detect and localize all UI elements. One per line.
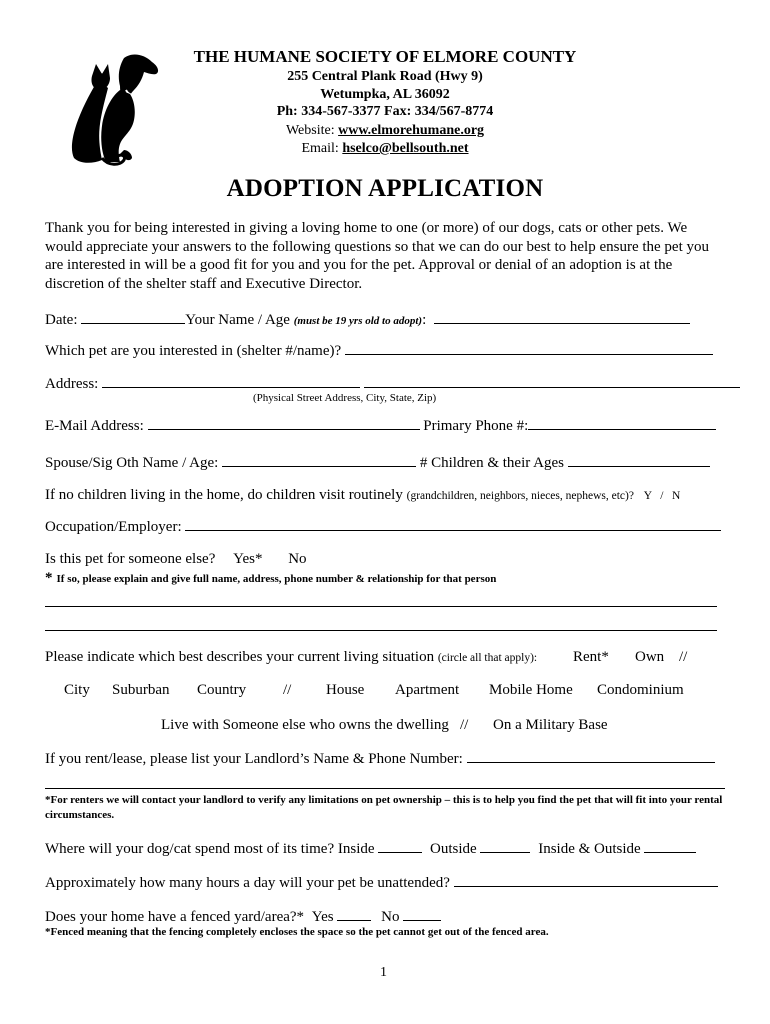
email-label: Email: [301, 141, 339, 156]
children-field[interactable] [568, 454, 710, 467]
option-rent[interactable]: Rent* [573, 649, 609, 665]
option-suburban[interactable]: Suburban [112, 682, 170, 698]
name-age-colon: : [422, 312, 427, 328]
applicant-email-label: E-Mail Address: [45, 418, 144, 434]
fenced-yes-field[interactable] [337, 908, 371, 921]
address-field-1[interactable] [102, 375, 360, 388]
separator: // [460, 717, 469, 733]
living-note: (circle all that apply): [437, 652, 538, 664]
option-military-base[interactable]: On a Military Base [493, 717, 608, 733]
option-live-with-someone[interactable]: Live with Someone else who owns the dwelling [161, 717, 449, 733]
occupation-row [45, 518, 721, 536]
outside-field[interactable] [480, 840, 530, 853]
inside-label: Inside [337, 841, 375, 857]
date-field[interactable] [81, 311, 185, 324]
date-name-row [45, 311, 690, 329]
date-label: Date: [45, 312, 78, 328]
someone-else-row [45, 551, 307, 568]
separator: // [283, 682, 292, 698]
option-city[interactable]: City [64, 682, 90, 698]
fenced-row [45, 908, 441, 926]
option-apartment[interactable]: Apartment [395, 682, 460, 698]
option-country[interactable]: Country [197, 682, 247, 698]
children-label: # Children & their Ages [419, 455, 564, 471]
organization-name: THE HUMANE SOCIETY OF ELMORE COUNTY [193, 47, 577, 66]
option-mobile-home[interactable]: Mobile Home [489, 682, 573, 698]
hours-label: Approximately how many hours a day will your pet be unattended? [45, 875, 450, 891]
address-row [45, 375, 740, 393]
primary-phone-label: Primary Phone #: [423, 418, 529, 434]
explain-star: * [45, 570, 53, 586]
applicant-email-field[interactable] [148, 417, 420, 430]
someone-else-no[interactable]: No [288, 551, 307, 567]
renters-note: *For renters we will contact your landlord to verify any limitations on pet ownership – this is to help you find the pet that will fit into your rental circumstances. [45, 794, 723, 821]
visit-options[interactable]: Y / N [643, 490, 681, 502]
page-title: ADOPTION APPLICATION [226, 175, 544, 202]
email-phone-row [45, 417, 716, 435]
pet-interest-field[interactable] [345, 342, 713, 355]
separator: // [679, 649, 688, 665]
phone-fax: Ph: 334-567-3377 Fax: 334/567-8774 [276, 104, 494, 119]
landlord-label: If you rent/lease, please list your Landlord’s Name & Phone Number: [45, 751, 463, 767]
landlord-row [45, 750, 715, 768]
address-label: Address: [45, 376, 99, 392]
explain-line-2[interactable] [45, 630, 717, 631]
fenced-note: *Fenced meaning that the fencing completely encloses the space so the pet cannot get out of the fenced area. [45, 926, 549, 938]
visit-label: If no children living in the home, do children visit routinely [45, 487, 403, 503]
address-field-2[interactable] [364, 375, 740, 388]
city-address: Wetumpka, AL 36092 [320, 87, 450, 102]
children-visit-row [45, 487, 680, 504]
fenced-yes-label: Yes [311, 909, 334, 925]
fenced-no-label: No [381, 909, 400, 925]
inside-outside-label: Inside & Outside [538, 841, 641, 857]
fenced-no-field[interactable] [403, 908, 441, 921]
spouse-label: Spouse/Sig Oth Name / Age: [45, 455, 219, 471]
pet-interest-row [45, 342, 713, 360]
option-own[interactable]: Own [635, 649, 665, 665]
pet-interest-label: Which pet are you interested in (shelter #/name)? [45, 343, 342, 359]
occupation-field[interactable] [185, 518, 721, 531]
explain-row [45, 569, 496, 587]
landlord-field[interactable] [467, 750, 715, 763]
page-number: 1 [380, 965, 387, 980]
landlord-line-2[interactable] [45, 788, 725, 789]
hours-row [45, 874, 718, 892]
spend-time-row [45, 840, 696, 858]
explain-note: If so, please explain and give full name, address, phone number & relationship for that person [56, 573, 497, 585]
someone-else-label: Is this pet for someone else? [45, 551, 216, 567]
website-line [0, 123, 770, 139]
name-age-label: Your Name / Age [185, 312, 290, 328]
name-age-field[interactable] [434, 311, 690, 324]
address-note: (Physical Street Address, City, State, Zip) [253, 392, 437, 404]
email-line [0, 141, 770, 157]
occupation-label: Occupation/Employer: [45, 519, 182, 535]
street-address: 255 Central Plank Road (Hwy 9) [287, 69, 483, 84]
outside-label: Outside [430, 841, 477, 857]
primary-phone-field[interactable] [528, 417, 716, 430]
explain-line-1[interactable] [45, 606, 717, 607]
inside-outside-field[interactable] [644, 840, 696, 853]
someone-else-yes[interactable]: Yes* [233, 551, 263, 567]
website-label: Website: [285, 123, 335, 138]
email-link[interactable]: hselco@bellsouth.net [342, 141, 469, 156]
spouse-field[interactable] [222, 454, 416, 467]
intro-paragraph: Thank you for being interested in giving a loving home to one (or more) of our dogs, cats or other pets. We would appreciate your answers to the following questions so that we can do our best to help ensure the pet you are interested in will be a good fit for you and you for the pet. Approval or denial of an adoption is at the discretion of the shelter staff and Executive Director. [45, 220, 710, 292]
living-label: Please indicate which best describes your current living situation [45, 649, 435, 665]
name-age-note: (must be 19 yrs old to adopt) [293, 315, 423, 327]
fenced-label: Does your home have a fenced yard/area?* [45, 909, 305, 925]
spend-time-label: Where will your dog/cat spend most of its time? [45, 841, 335, 857]
option-condominium[interactable]: Condominium [597, 682, 684, 698]
hours-field[interactable] [454, 874, 718, 887]
living-situation-row [45, 649, 537, 666]
website-link[interactable]: www.elmorehumane.org [338, 123, 485, 138]
inside-field[interactable] [378, 840, 422, 853]
visit-note: (grandchildren, neighbors, nieces, nephews, etc)? [406, 490, 634, 502]
spouse-children-row [45, 454, 710, 472]
option-house[interactable]: House [326, 682, 365, 698]
